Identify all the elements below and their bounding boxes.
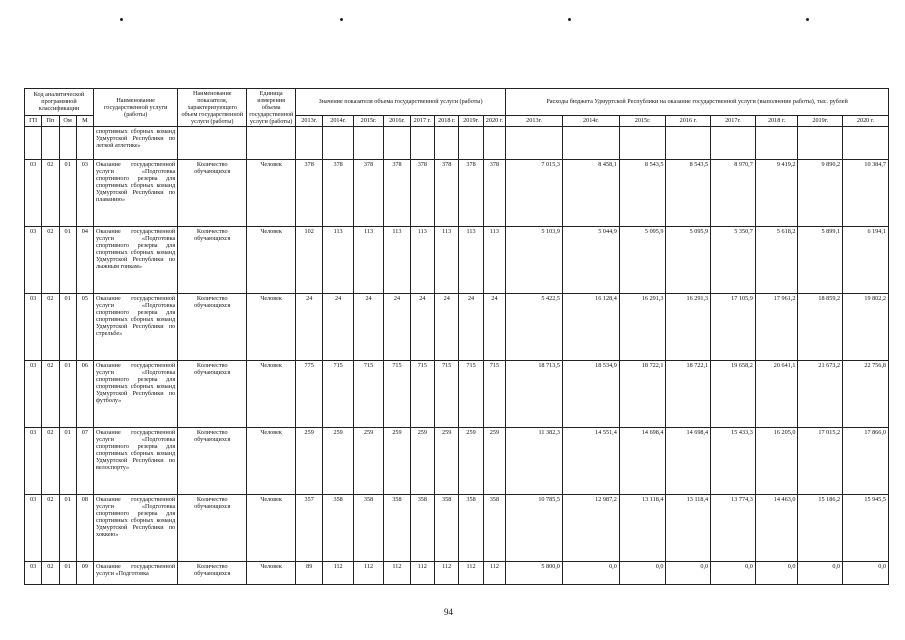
expense-value-cell: 5 103,9 bbox=[506, 227, 563, 294]
expense-value-cell: 16 205,0 bbox=[755, 428, 798, 495]
om-code-cell: 01 bbox=[59, 495, 76, 562]
om-code-cell: 01 bbox=[59, 428, 76, 495]
expense-value-cell: 17 961,2 bbox=[755, 294, 798, 361]
pp-code-cell: 02 bbox=[42, 361, 59, 428]
volume-value-cell: 24 bbox=[459, 294, 483, 361]
indicator-cell: Количество обучающихся bbox=[178, 428, 247, 495]
m-code-cell: 09 bbox=[76, 562, 93, 585]
table-row bbox=[25, 495, 889, 562]
indicator-column-header: Наименование показателя, характеризующего объем государственной услуги (работы) bbox=[178, 89, 247, 127]
om-code-cell: 01 bbox=[59, 361, 76, 428]
volume-value-cell: 715 bbox=[384, 361, 410, 428]
volume-value-cell: 358 bbox=[435, 495, 459, 562]
unit-column-header: Единица измерения объема государственной услуги (работы) bbox=[247, 89, 296, 127]
expense-value-cell: 17 105,9 bbox=[711, 294, 756, 361]
expense-value-cell: 18 859,2 bbox=[798, 294, 843, 361]
volume-value-cell: 24 bbox=[295, 294, 322, 361]
expense-value-cell: 9 890,2 bbox=[798, 160, 843, 227]
pp-code-cell: 02 bbox=[42, 160, 59, 227]
volume-value-cell: 24 bbox=[483, 294, 505, 361]
volume-value-cell: 358 bbox=[384, 495, 410, 562]
expense-group-header: Расходы бюджета Удмуртской Республики на оказание государственной услуги (выполнение работы), тыс. рублей bbox=[506, 89, 889, 116]
expense-value-cell: 8 543,5 bbox=[619, 160, 666, 227]
service-name-cell: Оказание государственной услуги «Подготовка спортивного резерва для спортивных сборных команд Удмуртской Республики по лыжным гонкам» bbox=[94, 227, 178, 294]
expense-value-cell: 6 194,1 bbox=[843, 227, 889, 294]
volume-value-cell: 358 bbox=[459, 495, 483, 562]
volume-value-cell: 112 bbox=[483, 562, 505, 585]
service-name-cell: Оказание государственной услуги «Подготовка спортивного резерва для спортивных сборных команд Удмуртской Республики по футболу» bbox=[94, 361, 178, 428]
unit-cell: Человек bbox=[247, 160, 296, 227]
volume-value-cell: 24 bbox=[410, 294, 434, 361]
volume-year-header: 2017 г. bbox=[410, 115, 434, 126]
expense-value-cell: 15 433,3 bbox=[711, 428, 756, 495]
indicator-cell: Количество обучающихся bbox=[178, 495, 247, 562]
table-row bbox=[25, 160, 889, 227]
expense-year-header: 2019г. bbox=[798, 115, 843, 126]
services-table bbox=[24, 88, 889, 585]
expense-year-header: 2013г. bbox=[506, 115, 563, 126]
volume-year-header: 2018 г. bbox=[435, 115, 459, 126]
expense-value-cell: 16 291,3 bbox=[619, 294, 666, 361]
expense-value-cell: 22 756,8 bbox=[843, 361, 889, 428]
om-code-cell: 01 bbox=[59, 294, 76, 361]
volume-value-cell: 259 bbox=[483, 428, 505, 495]
volume-value-cell: 113 bbox=[323, 227, 353, 294]
expense-value-cell: 17 866,0 bbox=[843, 428, 889, 495]
indicator-cell: Количество обучающихся bbox=[178, 361, 247, 428]
volume-group-header: Значение показателя объема государственной услуги (работы) bbox=[295, 89, 505, 116]
volume-value-cell: 102 bbox=[295, 227, 322, 294]
unit-cell: Человек bbox=[247, 495, 296, 562]
volume-value-cell: 378 bbox=[384, 160, 410, 227]
gp-code-cell: 03 bbox=[25, 361, 42, 428]
pp-code-cell: 02 bbox=[42, 428, 59, 495]
table-header bbox=[25, 89, 889, 127]
unit-cell: Человек bbox=[247, 294, 296, 361]
volume-value-cell: 24 bbox=[384, 294, 410, 361]
volume-year-header: 2013г. bbox=[295, 115, 322, 126]
volume-value-cell: 112 bbox=[410, 562, 434, 585]
volume-value-cell: 715 bbox=[353, 361, 383, 428]
m-code-cell: 04 bbox=[76, 227, 93, 294]
m-code-cell: 05 bbox=[76, 294, 93, 361]
table-row bbox=[25, 562, 889, 585]
table-row bbox=[25, 428, 889, 495]
expense-value-cell: 13 118,4 bbox=[619, 495, 666, 562]
expense-year-header: 2017г. bbox=[711, 115, 756, 126]
table-row bbox=[25, 294, 889, 361]
volume-value-cell: 378 bbox=[295, 160, 322, 227]
om-code-cell: 01 bbox=[59, 227, 76, 294]
expense-value-cell: 0,0 bbox=[619, 562, 666, 585]
volume-value-cell: 112 bbox=[353, 562, 383, 585]
volume-value-cell: 113 bbox=[483, 227, 505, 294]
indicator-cell: Количество обучающихся bbox=[178, 294, 247, 361]
unit-cell: Человек bbox=[247, 227, 296, 294]
expense-value-cell: 17 015,2 bbox=[798, 428, 843, 495]
expense-value-cell: 18 722,1 bbox=[666, 361, 711, 428]
expense-value-cell: 14 698,4 bbox=[666, 428, 711, 495]
unit-cell: Человек bbox=[247, 428, 296, 495]
gp-code-cell: 03 bbox=[25, 562, 42, 585]
scan-mark bbox=[120, 18, 123, 21]
volume-value-cell: 358 bbox=[483, 495, 505, 562]
expense-value-cell: 10 785,5 bbox=[506, 495, 563, 562]
expense-value-cell: 20 641,1 bbox=[755, 361, 798, 428]
expense-value-cell: 8 458,1 bbox=[562, 160, 619, 227]
expense-value-cell: 21 673,2 bbox=[798, 361, 843, 428]
code-group-header: Код аналитической программной классификации bbox=[25, 89, 94, 116]
expense-value-cell: 13 774,3 bbox=[711, 495, 756, 562]
table-row-continuation bbox=[25, 127, 889, 160]
expense-value-cell: 18 534,9 bbox=[562, 361, 619, 428]
volume-value-cell: 113 bbox=[353, 227, 383, 294]
service-name-cell: Оказание государственной услуги «Подготовка bbox=[94, 562, 178, 585]
gp-code-cell: 03 bbox=[25, 227, 42, 294]
volume-value-cell: 378 bbox=[353, 160, 383, 227]
volume-value-cell: 112 bbox=[459, 562, 483, 585]
volume-value-cell: 358 bbox=[410, 495, 434, 562]
gp-code-cell: 03 bbox=[25, 294, 42, 361]
table-body bbox=[25, 127, 889, 585]
expense-value-cell: 11 382,3 bbox=[506, 428, 563, 495]
expense-value-cell: 19 802,2 bbox=[843, 294, 889, 361]
volume-value-cell: 378 bbox=[410, 160, 434, 227]
volume-year-header: 2020 г. bbox=[483, 115, 505, 126]
volume-value-cell: 378 bbox=[459, 160, 483, 227]
expense-value-cell: 16 291,3 bbox=[666, 294, 711, 361]
header-row-top bbox=[25, 89, 889, 116]
volume-value-cell: 259 bbox=[410, 428, 434, 495]
expense-value-cell: 5 618,2 bbox=[755, 227, 798, 294]
expense-year-header: 2014г. bbox=[562, 115, 619, 126]
pp-code-cell: 02 bbox=[42, 562, 59, 585]
volume-value-cell: 715 bbox=[435, 361, 459, 428]
volume-value-cell: 259 bbox=[459, 428, 483, 495]
volume-value-cell: 259 bbox=[353, 428, 383, 495]
scan-mark bbox=[568, 18, 571, 21]
volume-value-cell: 113 bbox=[410, 227, 434, 294]
expense-value-cell: 10 384,7 bbox=[843, 160, 889, 227]
m-code-cell: 08 bbox=[76, 495, 93, 562]
code-column-header: ГП bbox=[25, 115, 42, 126]
volume-value-cell: 113 bbox=[435, 227, 459, 294]
volume-value-cell: 113 bbox=[384, 227, 410, 294]
pp-code-cell: 02 bbox=[42, 294, 59, 361]
volume-value-cell: 24 bbox=[323, 294, 353, 361]
name-column-header: Наименование государственной услуги (работы) bbox=[94, 89, 178, 127]
expense-value-cell: 5 044,9 bbox=[562, 227, 619, 294]
m-code-cell: 07 bbox=[76, 428, 93, 495]
expense-year-header: 2020 г. bbox=[843, 115, 889, 126]
unit-cell: Человек bbox=[247, 562, 296, 585]
expense-value-cell: 0,0 bbox=[711, 562, 756, 585]
volume-value-cell: 358 bbox=[353, 495, 383, 562]
expense-value-cell: 8 543,5 bbox=[666, 160, 711, 227]
expense-value-cell: 8 970,7 bbox=[711, 160, 756, 227]
volume-value-cell: 715 bbox=[323, 361, 353, 428]
service-name-cell: Оказание государственной услуги «Подготовка спортивного резерва для спортивных сборных команд Удмуртской Республики по стрельбе» bbox=[94, 294, 178, 361]
expense-value-cell: 14 698,4 bbox=[619, 428, 666, 495]
volume-value-cell: 259 bbox=[323, 428, 353, 495]
unit-cell: Человек bbox=[247, 361, 296, 428]
service-name-cell: Оказание государственной услуги «Подготовка спортивного резерва для спортивных сборных команд Удмуртской Республики по хоккею» bbox=[94, 495, 178, 562]
table-row bbox=[25, 361, 889, 428]
pp-code-cell: 02 bbox=[42, 495, 59, 562]
volume-value-cell: 89 bbox=[295, 562, 322, 585]
expense-value-cell: 0,0 bbox=[755, 562, 798, 585]
m-code-cell: 06 bbox=[76, 361, 93, 428]
service-name-cell: Оказание государственной услуги «Подготовка спортивного резерва для спортивных сборных команд Удмуртской Республики по велоспорту» bbox=[94, 428, 178, 495]
expense-value-cell: 5 422,5 bbox=[506, 294, 563, 361]
expense-value-cell: 7 015,3 bbox=[506, 160, 563, 227]
expense-value-cell: 0,0 bbox=[666, 562, 711, 585]
expense-year-header: 2016 г. bbox=[666, 115, 711, 126]
expense-value-cell: 14 463,0 bbox=[755, 495, 798, 562]
expense-year-header: 2015г. bbox=[619, 115, 666, 126]
om-code-cell: 01 bbox=[59, 160, 76, 227]
volume-value-cell: 357 bbox=[295, 495, 322, 562]
scan-mark bbox=[340, 18, 343, 21]
gp-code-cell: 03 bbox=[25, 428, 42, 495]
expense-value-cell: 5 899,1 bbox=[798, 227, 843, 294]
m-code-cell: 03 bbox=[76, 160, 93, 227]
expense-value-cell: 9 419,2 bbox=[755, 160, 798, 227]
table-row bbox=[25, 227, 889, 294]
expense-value-cell: 0,0 bbox=[562, 562, 619, 585]
page-number: 94 bbox=[444, 607, 453, 617]
volume-value-cell: 259 bbox=[295, 428, 322, 495]
volume-value-cell: 378 bbox=[483, 160, 505, 227]
volume-year-header: 2016г. bbox=[384, 115, 410, 126]
volume-value-cell: 112 bbox=[323, 562, 353, 585]
expense-value-cell: 18 713,5 bbox=[506, 361, 563, 428]
expense-value-cell: 0,0 bbox=[798, 562, 843, 585]
expense-value-cell: 5 350,7 bbox=[711, 227, 756, 294]
expense-value-cell: 5 095,9 bbox=[666, 227, 711, 294]
indicator-cell: Количество обучающихся bbox=[178, 562, 247, 585]
indicator-cell: Количество обучающихся bbox=[178, 160, 247, 227]
volume-value-cell: 715 bbox=[483, 361, 505, 428]
volume-value-cell: 259 bbox=[435, 428, 459, 495]
service-name-cell: Оказание государственной услуги «Подготовка спортивного резерва для спортивных сборных команд Удмуртской Республики по плаванию» bbox=[94, 160, 178, 227]
volume-year-header: 2019г. bbox=[459, 115, 483, 126]
volume-value-cell: 112 bbox=[384, 562, 410, 585]
scan-mark bbox=[806, 18, 809, 21]
volume-value-cell: 24 bbox=[353, 294, 383, 361]
volume-year-header: 2015г. bbox=[353, 115, 383, 126]
volume-year-header: 2014г. bbox=[323, 115, 353, 126]
service-name-cell: спортивных сборных команд Удмуртской Республики по легкой атлетике» bbox=[94, 127, 178, 160]
expense-value-cell: 16 128,4 bbox=[562, 294, 619, 361]
om-code-cell: 01 bbox=[59, 562, 76, 585]
expense-value-cell: 13 118,4 bbox=[666, 495, 711, 562]
volume-value-cell: 259 bbox=[384, 428, 410, 495]
expense-year-header: 2018 г. bbox=[755, 115, 798, 126]
volume-value-cell: 775 bbox=[295, 361, 322, 428]
expense-value-cell: 5 800,0 bbox=[506, 562, 563, 585]
volume-value-cell: 24 bbox=[435, 294, 459, 361]
volume-value-cell: 112 bbox=[435, 562, 459, 585]
volume-value-cell: 715 bbox=[459, 361, 483, 428]
code-column-header: Пп bbox=[42, 115, 59, 126]
volume-value-cell: 715 bbox=[410, 361, 434, 428]
pp-code-cell: 02 bbox=[42, 227, 59, 294]
volume-value-cell: 113 bbox=[459, 227, 483, 294]
expense-value-cell: 19 658,2 bbox=[711, 361, 756, 428]
gp-code-cell: 03 bbox=[25, 160, 42, 227]
expense-value-cell: 18 722,1 bbox=[619, 361, 666, 428]
expense-value-cell: 15 186,2 bbox=[798, 495, 843, 562]
gp-code-cell: 03 bbox=[25, 495, 42, 562]
volume-value-cell: 378 bbox=[435, 160, 459, 227]
volume-value-cell: 358 bbox=[323, 495, 353, 562]
expense-value-cell: 5 095,9 bbox=[619, 227, 666, 294]
expense-value-cell: 12 987,2 bbox=[562, 495, 619, 562]
volume-value-cell: 378 bbox=[323, 160, 353, 227]
code-column-header: Ом bbox=[59, 115, 76, 126]
expense-value-cell: 14 551,4 bbox=[562, 428, 619, 495]
expense-value-cell: 0,0 bbox=[843, 562, 889, 585]
indicator-cell: Количество обучающихся bbox=[178, 227, 247, 294]
expense-value-cell: 15 945,5 bbox=[843, 495, 889, 562]
code-column-header: М bbox=[76, 115, 93, 126]
